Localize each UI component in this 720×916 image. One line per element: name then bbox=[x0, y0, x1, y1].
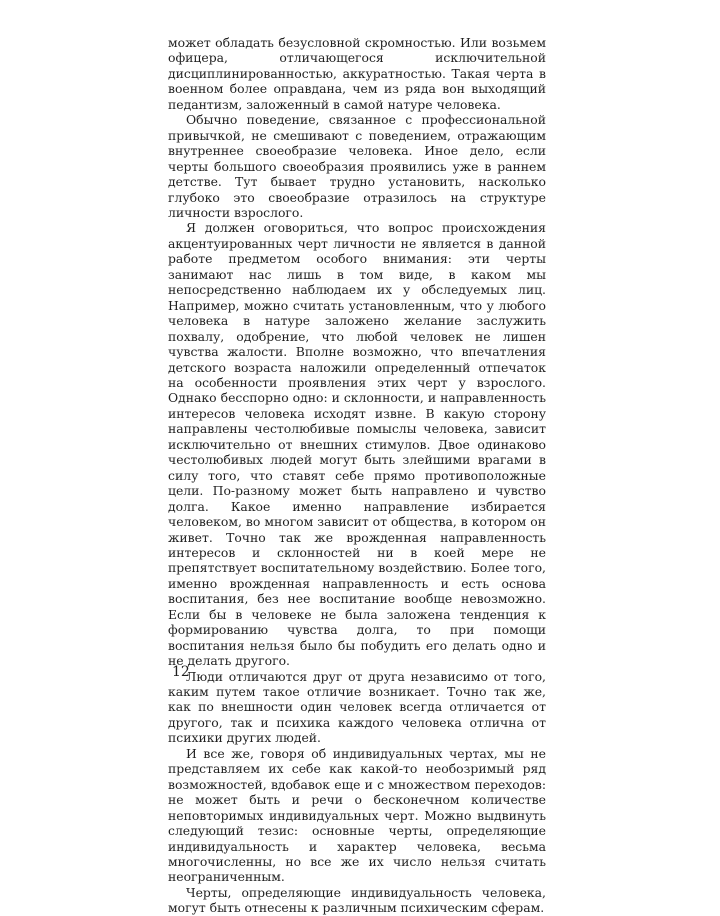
body-text bbox=[168, 35, 546, 916]
paragraph-5: И все же, говоря об индивидуальных чертах, мы не представляем их себе как какой-то необозримый ряд возможностей, вдобавок еще и с множеством переходов: не может быть и речи о бесконечном количестве неповторимых индивидуальных черт. Можно выдвинуть следующий тезис: основные черты, определяющие индивидуальность и характер человека, весьма многочисленны, но все же их число нельзя считать неограниченным. bbox=[168, 745, 546, 885]
paragraph-1: может обладать безусловной скромностью. Или возьмем офицера, отличающегося исключительной дисциплинированностью, аккуратностью. Такая черта в военном более оправдана, чем из ряда вон выходящий педантизм, заложенный в самой натуре человека. bbox=[168, 35, 546, 112]
paragraph-6: Черты, определяющие индивидуальность человека, могут быть отнесены к различным психическим сферам. bbox=[168, 884, 546, 916]
paragraph-4: Люди отличаются друг от друга независимо от того, каким путем такое отличие возникает. Точно так же, как по внешности один человек всегда отличается от другого, так и психика каждого человека отлична от психики других людей. bbox=[168, 668, 546, 746]
page-number: 12 bbox=[172, 664, 190, 680]
paragraph-2: Обычно поведение, связанное с профессиональной привычкой, не смешивают с поведением, отражающим внутреннее своеобразие человека. Иное дело, если черты большого своеобразия проявились уже в раннем детстве. Тут бывает трудно установить, насколько глубоко это своеобразие отразилось на структуре личности взрослого. bbox=[168, 112, 546, 220]
paragraph-3: Я должен оговориться, что вопрос происхождения акцентуированных черт личности не является в данной работе предметом особого внимания: эти черты занимают нас лишь в том виде, в каком мы непосредственно наблюдаем их у обследуемых лиц. Например, можно считать установленным, что у любого человека в натуре заложено желание заслужить похвалу, одобрение, что любой человек не лишен чувства жалости. Вполне возможно, что впечатления детского возраста наложили определенный отпечаток на особенности проявления этих черт у взрослого. Однако бесспорно одно: и склонности, и направленность интересов человека исходят извне. В какую сторону направлены честолюбивые помыслы человека, зависит исключительно от внешних стимулов. Двое одинаково честолюбивых людей могут быть злейшими врагами в силу того, что ставят себе прямо противоположные цели. По-разному может быть направлено и чувство долга. Какое именно направление избирается человеком, во многом зависит от общества, в котором он живет. Точно так же врожденная направленность интересов и склонностей ни в коей мере не препятствует воспитательному воздействию. Более того, именно врожденная направленность и есть основа воспитания, без нее воспитание вообще невозможно. Если бы в человеке не была заложена тенденция к формированию чувства долга, то при помощи воспитания нельзя было бы побудить его делать одно и не делать другого. bbox=[168, 220, 546, 669]
